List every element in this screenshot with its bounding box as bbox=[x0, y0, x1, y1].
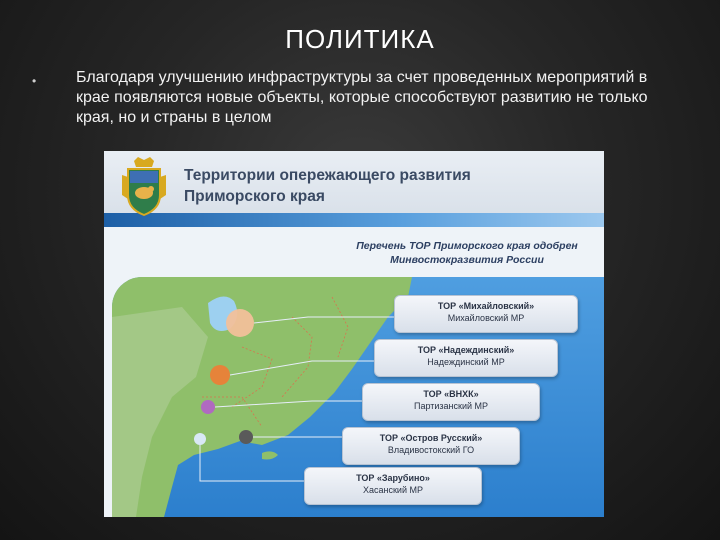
tor-card-mikhailovsky bbox=[394, 295, 578, 333]
tor-name: ТОР «Надеждинский» bbox=[417, 345, 515, 355]
tor-name: ТОР «Зарубино» bbox=[356, 473, 430, 483]
marker-zarubino bbox=[194, 433, 206, 445]
marker-russky bbox=[239, 430, 253, 444]
tor-area: Владивостокский ГО bbox=[387, 445, 475, 455]
map-area bbox=[112, 277, 604, 517]
tor-name: ТОР «ВНХК» bbox=[423, 389, 479, 399]
russky-island bbox=[262, 451, 278, 459]
primorye-coat-of-arms-icon bbox=[118, 155, 170, 219]
marker-mikhailovsky bbox=[226, 309, 254, 337]
tor-card-zarubino bbox=[304, 467, 482, 505]
slide-title: ПОЛИТИКА bbox=[285, 24, 435, 54]
tor-map-figure bbox=[104, 151, 604, 517]
tor-name: ТОР «Остров Русский» bbox=[379, 433, 483, 443]
figure-header-band bbox=[104, 213, 604, 227]
bullet-text: Благодаря улучшению инфраструктуры за счет проведенных мероприятий в крае появляются новые объекты, которые способствуют развитию не только края, но и страны в целом bbox=[76, 69, 648, 126]
tor-name: ТОР «Михайловский» bbox=[437, 301, 535, 311]
figure-title: Территории опережающего развития Приморского края bbox=[184, 167, 471, 205]
tor-area: Партизанский МР bbox=[413, 401, 489, 411]
tor-card-russky bbox=[342, 427, 520, 465]
tor-area: Хасанский МР bbox=[363, 485, 423, 495]
figure-subtitle: Перечень ТОР Приморского края одобрен Минвостокразвития России bbox=[356, 240, 578, 266]
tor-card-vnkhk bbox=[362, 383, 540, 421]
tor-card-nadezhdinsky bbox=[374, 339, 558, 377]
bullet-marker: • bbox=[32, 74, 37, 88]
marker-vnkhk bbox=[201, 400, 215, 414]
tor-area: Надеждинский МР bbox=[427, 357, 505, 367]
marker-nadezhdinsky bbox=[210, 365, 230, 385]
tor-area: Михайловский МР bbox=[447, 313, 525, 323]
